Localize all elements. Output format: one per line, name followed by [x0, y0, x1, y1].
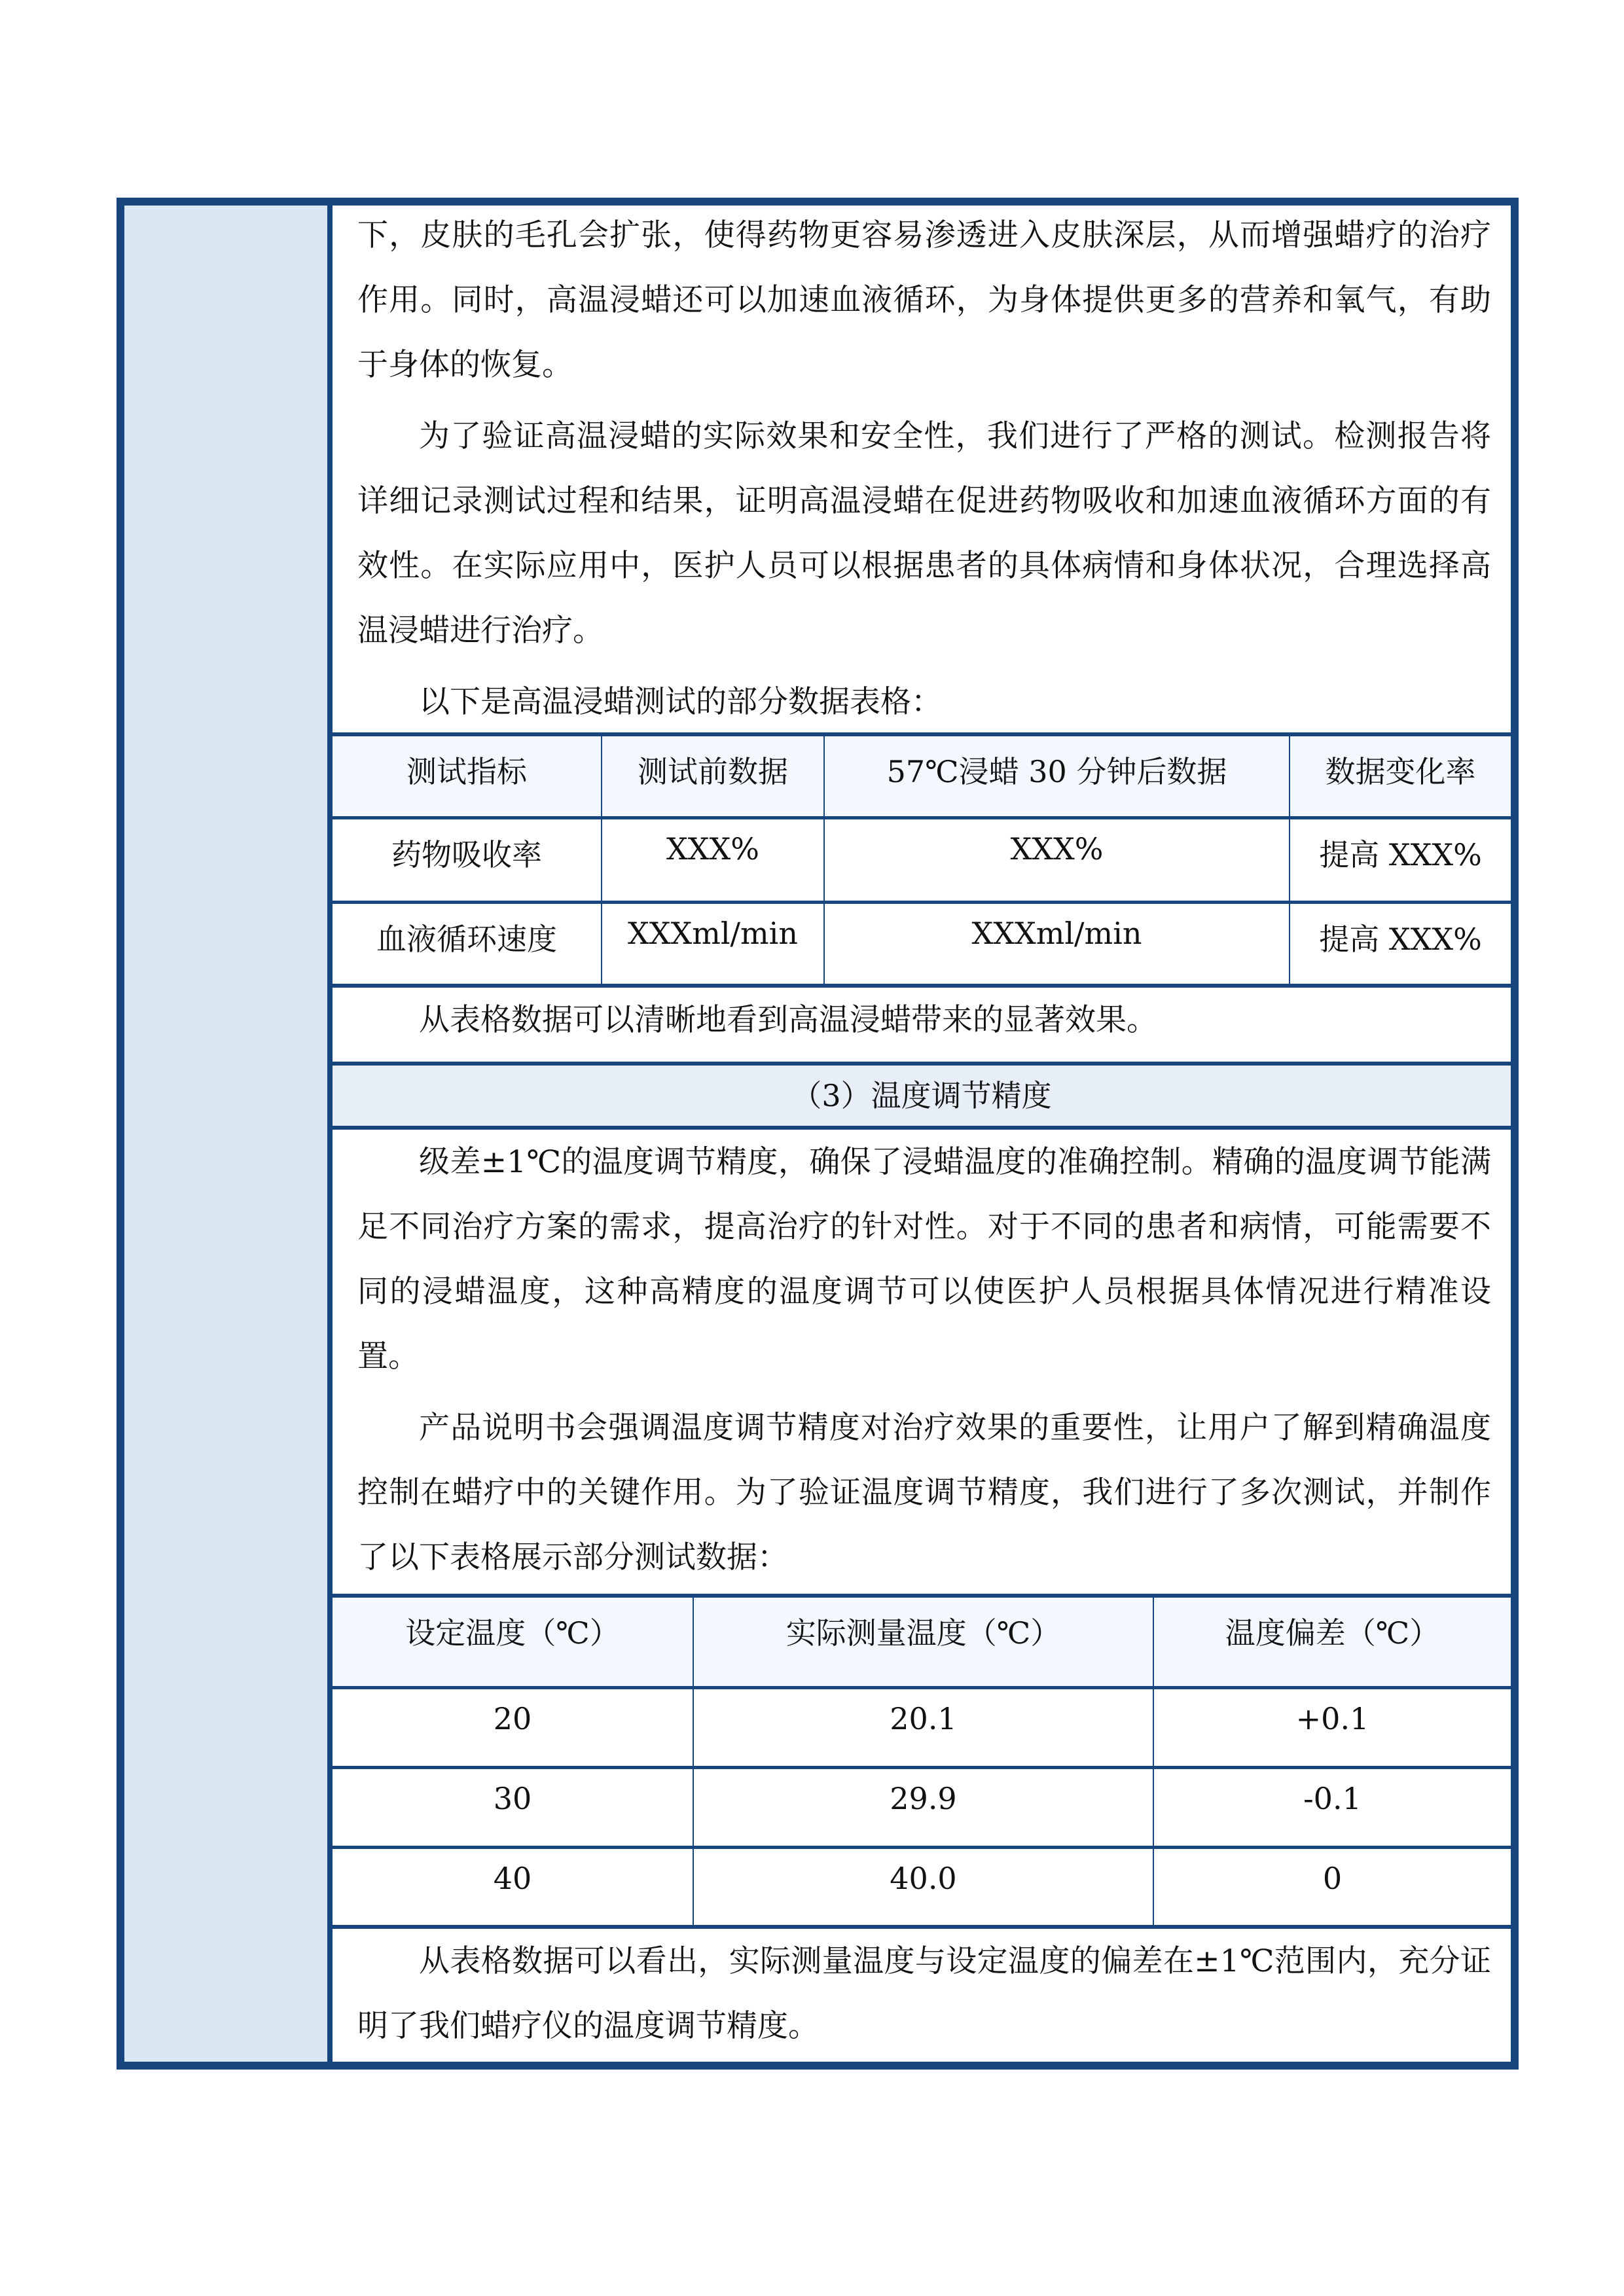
conclusion-text: [333, 1925, 1511, 2062]
temperature-table: [333, 1594, 1511, 1925]
table-cell: XXX%: [824, 818, 1290, 902]
table-cell: +0.1: [1153, 1687, 1511, 1767]
document-frame: [117, 198, 1519, 2070]
table-cell: 20.1: [693, 1687, 1153, 1767]
table-cell: 提高 XXX%: [1290, 818, 1511, 902]
content-column: [333, 206, 1511, 2062]
paragraph: 为了验证高温浸蜡的实际效果和安全性，我们进行了严格的测试。检测报告将详细记录测试过程和结果，证明高温浸蜡在促进药物吸收和加速血液循环方面的有效性。在实际应用中，医护人员可以根据患者的具体病情和身体状况，合理选择高温浸蜡进行治疗。: [357, 418, 1491, 649]
section-text: [333, 1126, 1511, 1594]
table-row: [333, 1767, 1511, 1847]
table-cell: 0: [1153, 1848, 1511, 1925]
column-header: 设定温度（℃）: [333, 1598, 693, 1687]
table-cell: 40.0: [693, 1848, 1153, 1925]
column-header: 57℃浸蜡 30 分钟后数据: [824, 736, 1290, 818]
table-cell: XXXml/min: [824, 902, 1290, 984]
paragraph: 产品说明书会强调温度调节精度对治疗效果的重要性，让用户了解到精确温度控制在蜡疗中的关键作用。为了验证温度调节精度，我们进行了多次测试，并制作了以下表格展示部分测试数据：: [357, 1410, 1491, 1575]
table-header-row: [333, 1598, 1511, 1687]
paragraph: 以下是高温浸蜡测试的部分数据表格：: [419, 684, 942, 720]
section-heading: （3）温度调节精度: [333, 1062, 1511, 1126]
table-cell: XXX%: [602, 818, 824, 902]
column-header: 测试前数据: [602, 736, 824, 818]
table-row: [333, 902, 1511, 984]
paragraph: 从表格数据可以清晰地看到高温浸蜡带来的显著效果。: [419, 1002, 1157, 1038]
intro-text: [333, 206, 1511, 732]
column-header: 数据变化率: [1290, 736, 1511, 818]
table-cell: 血液循环速度: [333, 902, 602, 984]
table-cell: -0.1: [1153, 1767, 1511, 1847]
table-row: [333, 818, 1511, 902]
left-label-column: [124, 206, 333, 2062]
table-cell: 20: [333, 1687, 693, 1767]
table-cell: 药物吸收率: [333, 818, 602, 902]
table-cell: 30: [333, 1767, 693, 1847]
table-note: [333, 984, 1511, 1062]
paragraph: 从表格数据可以看出，实际测量温度与设定温度的偏差在±1℃范围内，充分证明了我们蜡疗仪的温度调节精度。: [357, 1943, 1491, 2044]
paragraph: 级差±1℃的温度调节精度，确保了浸蜡温度的准确控制。精确的温度调节能满足不同治疗方案的需求，提高治疗的针对性。对于不同的患者和病情，可能需要不同的浸蜡温度，这种高精度的温度调节可以使医护人员根据具体情况进行精准设置。: [357, 1144, 1491, 1374]
column-header: 测试指标: [333, 736, 602, 818]
test-data-table: [333, 732, 1511, 984]
table-cell: 提高 XXX%: [1290, 902, 1511, 984]
table-header-row: [333, 736, 1511, 818]
table-row: [333, 1848, 1511, 1925]
table-cell: XXXml/min: [602, 902, 824, 984]
paragraph: 下，皮肤的毛孔会扩张，使得药物更容易渗透进入皮肤深层，从而增强蜡疗的治疗作用。同时，高温浸蜡还可以加速血液循环，为身体提供更多的营养和氧气，有助于身体的恢复。: [357, 217, 1491, 383]
table-row: [333, 1687, 1511, 1767]
column-header: 实际测量温度（℃）: [693, 1598, 1153, 1687]
column-header: 温度偏差（℃）: [1153, 1598, 1511, 1687]
table-cell: 40: [333, 1848, 693, 1925]
table-cell: 29.9: [693, 1767, 1153, 1847]
